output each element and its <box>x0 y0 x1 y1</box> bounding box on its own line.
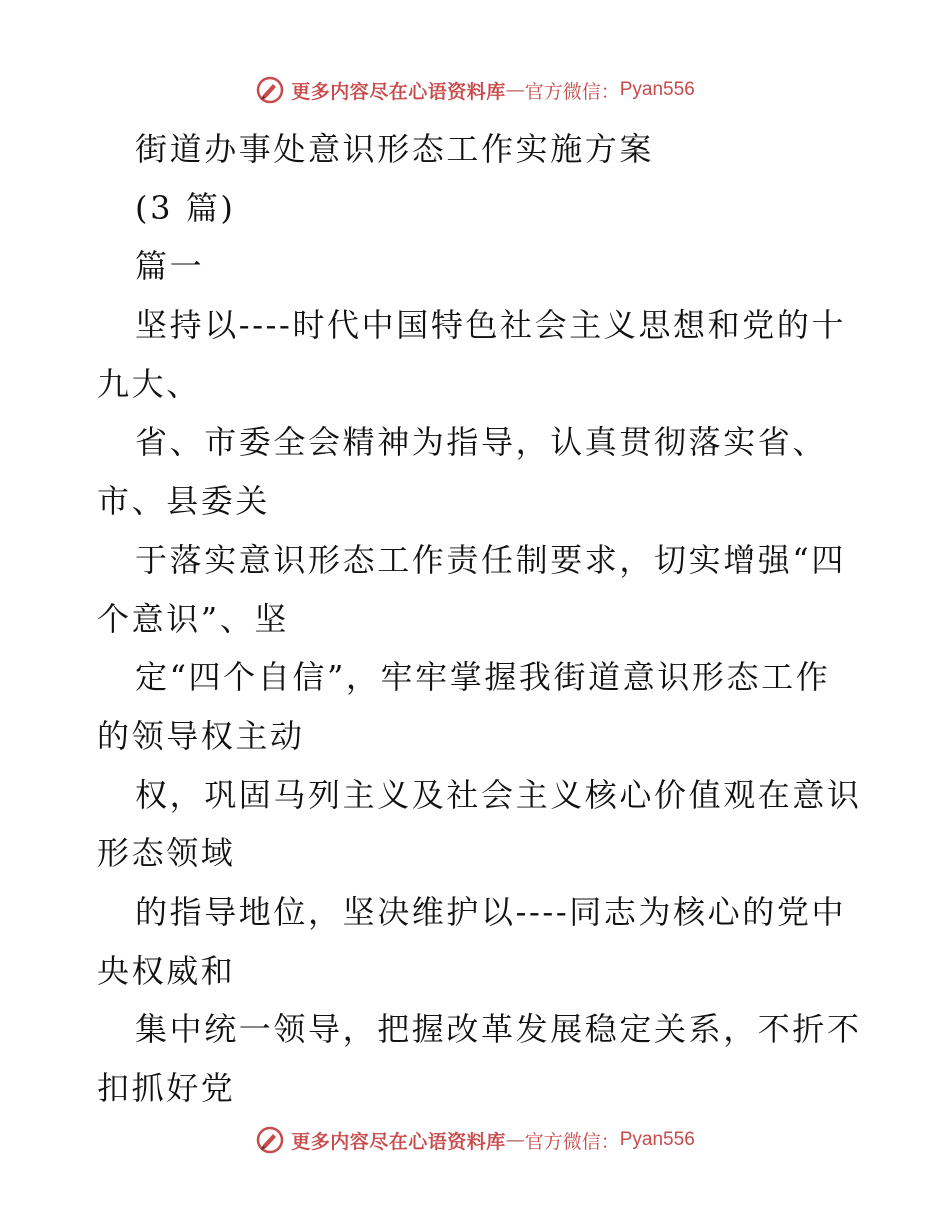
document-line: 个意识”、坚 <box>97 599 289 638</box>
watermark-wechat-label: 官方微信： <box>524 80 620 103</box>
document-line: 的领导权主动 <box>97 716 305 755</box>
document-line: 定“四个自信”，牢牢掌握我街道意识形态工作 <box>135 658 831 697</box>
watermark-separator: — <box>505 79 525 101</box>
watermark-footer <box>0 1120 950 1160</box>
document-line: 市、县委关 <box>97 482 271 521</box>
document-line: 的指导地位，坚决维护以----同志为核心的党中 <box>135 892 847 931</box>
pen-logo-icon <box>255 1125 285 1155</box>
watermark-wechat-id: Pyan556 <box>619 79 695 100</box>
document-line: 九大、 <box>97 364 201 403</box>
watermark-separator: — <box>505 1129 525 1151</box>
watermark-header <box>0 70 950 110</box>
document-line: 扣抓好党 <box>97 1069 236 1107</box>
document-line: 央权威和 <box>97 951 236 990</box>
watermark-wechat-id: Pyan556 <box>619 1129 695 1150</box>
document-line: 集中统一领导，把握改革发展稳定关系，不折不 <box>135 1010 862 1049</box>
pen-logo-icon <box>255 75 285 105</box>
document-line: 省、市委全会精神为指导，认真贯彻落实省、 <box>135 423 828 462</box>
watermark-wechat-label: 官方微信： <box>524 1130 620 1153</box>
document-line: 形态领域 <box>97 834 236 873</box>
watermark-text: 更多内容尽在心语资料库 <box>291 1130 506 1153</box>
document-line: 坚持以----时代中国特色社会主义思想和党的十 <box>135 306 847 345</box>
document-line: 于落实意识形态工作责任制要求，切实增强“四 <box>135 540 846 579</box>
document-body <box>97 120 862 1118</box>
document-line: 权，巩固马列主义及社会主义核心价值观在意识 <box>135 775 862 814</box>
document-line: (3 篇) <box>135 188 236 227</box>
document-line: 篇一 <box>135 247 205 286</box>
document-title: 街道办事处意识形态工作实施方案 <box>135 130 655 168</box>
watermark-text: 更多内容尽在心语资料库 <box>291 80 506 103</box>
